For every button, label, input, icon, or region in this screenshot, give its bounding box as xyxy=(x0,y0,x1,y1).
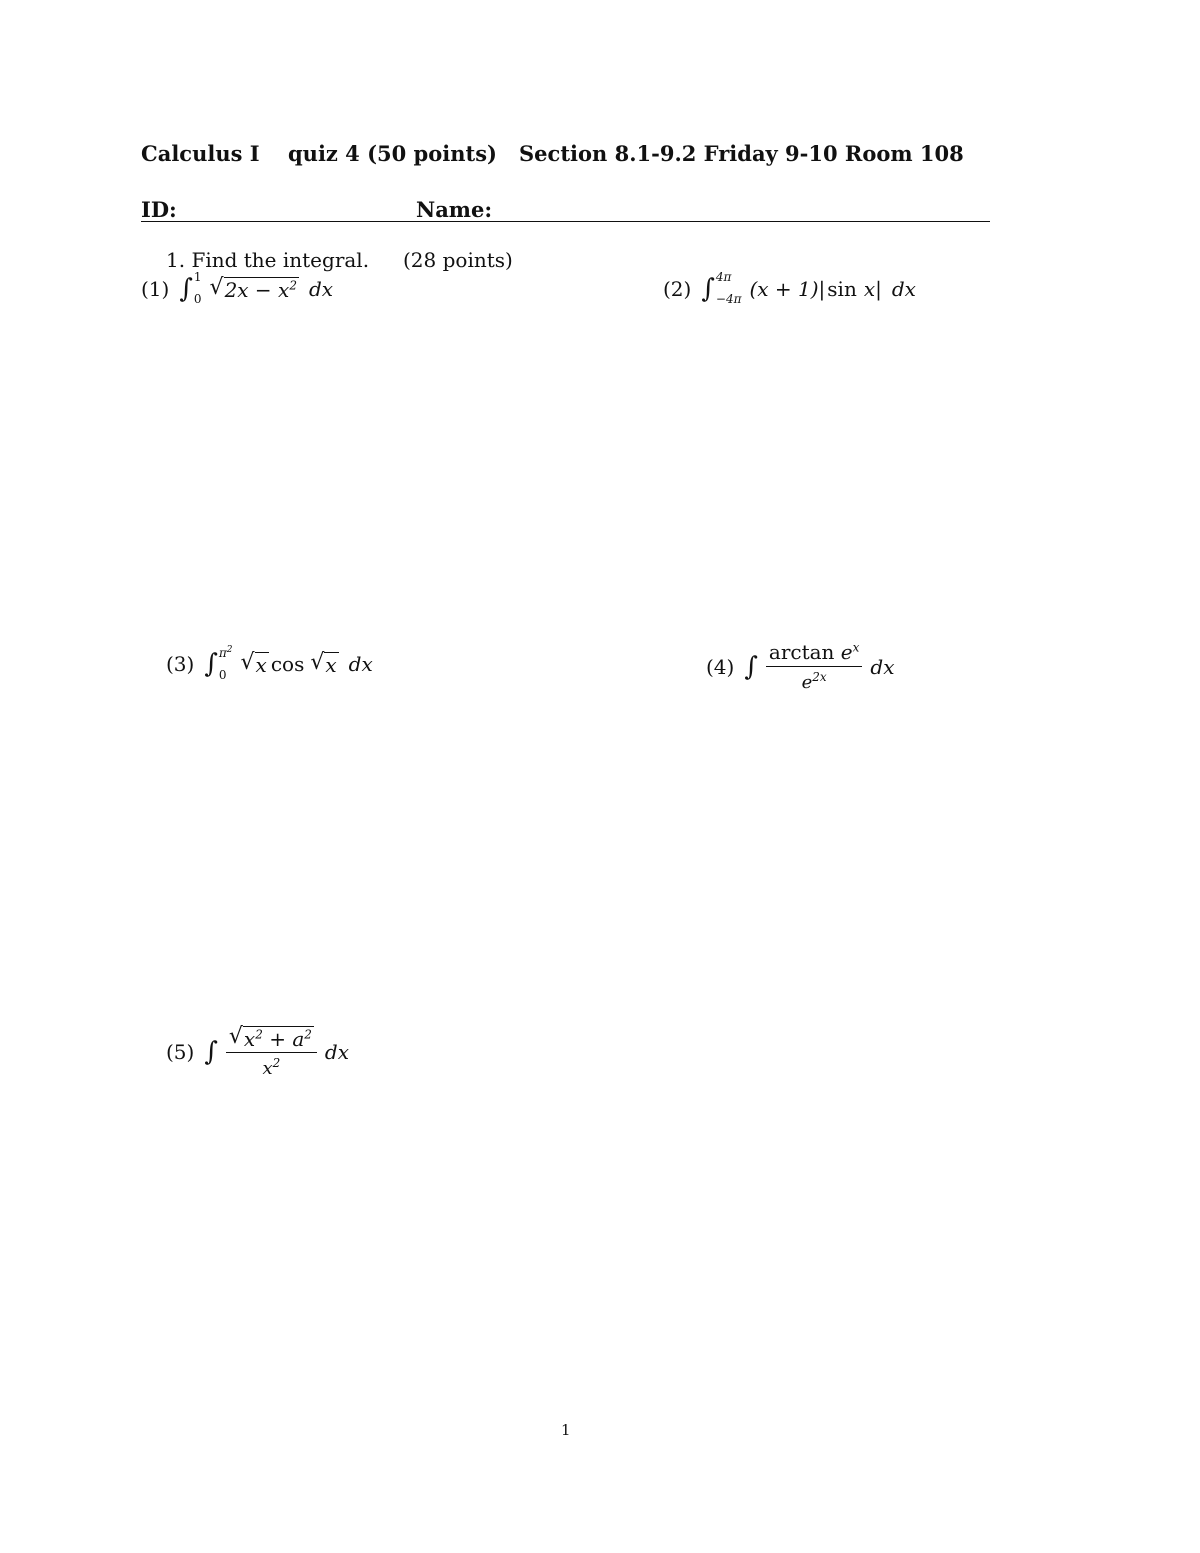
upper-limit-exponent: 2 xyxy=(226,645,233,655)
exponent: 2 xyxy=(289,278,297,293)
denominator xyxy=(263,1053,281,1080)
radicand: x xyxy=(255,653,267,678)
operator: + xyxy=(269,1027,286,1051)
course-title: Calculus I xyxy=(141,141,260,166)
problem-label: (1) xyxy=(141,277,170,301)
numerator-exponent: x xyxy=(852,640,860,655)
numerator xyxy=(766,640,863,667)
numerator-base: e xyxy=(840,640,853,664)
problem-5 xyxy=(166,1024,349,1080)
problem-3 xyxy=(166,645,373,682)
fraction xyxy=(226,1024,317,1080)
id-label: ID: xyxy=(141,197,177,222)
function-name: sin xyxy=(827,277,857,301)
integral-sign: ∫ xyxy=(744,651,758,682)
integral-limits xyxy=(218,645,233,682)
lower-limit: 0 xyxy=(218,667,227,682)
lower-limit: −4π xyxy=(715,292,742,306)
square-root: √ x xyxy=(310,650,337,678)
term-2-exponent: 2 xyxy=(304,1027,312,1042)
square-root: √ $x^2 + a^2$ xyxy=(228,1024,312,1051)
denominator-exponent: 2 xyxy=(272,1056,281,1070)
problem-label: (3) xyxy=(166,652,195,677)
term-2: a xyxy=(292,1027,305,1051)
denominator-base: e xyxy=(801,672,813,693)
problem-label: (2) xyxy=(663,277,692,301)
problem-label: (4) xyxy=(706,654,735,679)
term-1: x xyxy=(243,1027,256,1051)
problem-4 xyxy=(706,640,895,694)
integral-limits xyxy=(193,270,202,306)
section-info: Section 8.1-9.2 Friday 9-10 Room 108 xyxy=(519,141,964,166)
integral-sign: ∫ xyxy=(204,649,218,680)
function-name: cos xyxy=(270,652,305,677)
name-label: Name: xyxy=(416,197,493,222)
problem-label: (5) xyxy=(166,1039,195,1064)
function-name: arctan xyxy=(768,640,835,664)
square-root: √ $2x - x^2$ xyxy=(209,275,297,302)
differential: dx xyxy=(308,277,334,301)
page-number: 1 xyxy=(561,1421,571,1439)
numerator xyxy=(226,1024,317,1053)
denominator xyxy=(802,667,827,694)
radicand: x xyxy=(325,653,337,678)
upper-limit: π xyxy=(218,646,227,660)
integral-sign: ∫ xyxy=(701,274,715,304)
problem-1 xyxy=(141,270,334,306)
denominator-exponent: 2x xyxy=(812,670,827,684)
denominator-base: x xyxy=(262,1058,273,1079)
radicand: 2x − x xyxy=(224,278,290,302)
term-1-exponent: 2 xyxy=(255,1027,263,1042)
integral-sign: ∫ xyxy=(204,1036,218,1067)
lower-limit: 0 xyxy=(193,292,202,306)
question-points: (28 points) xyxy=(403,248,513,272)
quiz-title: quiz 4 (50 points) xyxy=(288,141,497,166)
question-instruction: 1. Find the integral. xyxy=(166,248,370,272)
differential: dx xyxy=(324,1039,349,1064)
integrand-part2: x| xyxy=(863,277,882,301)
header-rule xyxy=(141,221,990,222)
problem-2 xyxy=(663,270,916,306)
integral-sign: ∫ xyxy=(179,274,193,304)
upper-limit: 1 xyxy=(193,270,202,285)
differential: dx xyxy=(348,652,373,677)
square-root: √ x xyxy=(240,650,267,678)
integral-limits xyxy=(715,270,742,306)
fraction xyxy=(766,640,863,694)
upper-limit: 4π xyxy=(715,270,732,285)
differential: dx xyxy=(870,654,895,679)
integrand-part1: (x + 1)| xyxy=(749,277,826,301)
differential: dx xyxy=(891,277,916,301)
